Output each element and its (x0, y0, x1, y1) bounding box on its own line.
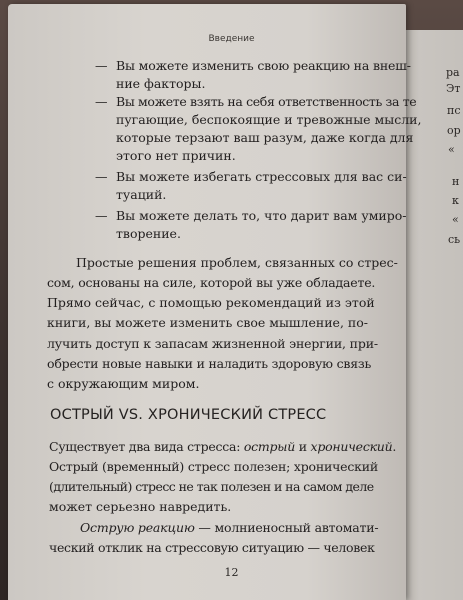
bullet-dash: — (95, 58, 108, 73)
paragraph-line (80, 521, 378, 535)
text-fragment: « (448, 143, 455, 156)
bullet-line: туаций. (116, 187, 167, 202)
text-fragment: н (452, 175, 460, 188)
paragraph-line: Острый (временный) стресс полезен; хронический (49, 459, 379, 474)
text-run: . (392, 439, 397, 454)
paragraph-line: ческий отклик на стрессовую ситуацию — человек (49, 540, 375, 555)
emphasis-text: хронический (310, 439, 393, 454)
text-run: — молниеносный автомати- (194, 520, 379, 535)
text-fragment: к (452, 194, 459, 207)
bullet-line: этого нет причин. (116, 148, 236, 163)
bullet-dash: — (95, 169, 108, 184)
text-fragment: ра (446, 66, 460, 79)
bullet-dash: — (95, 94, 108, 109)
text-fragment: пс (447, 104, 461, 117)
bullet-line: творение. (116, 226, 181, 241)
text-fragment: ор (447, 124, 461, 137)
emphasis-text: Острую реакцию (80, 520, 195, 535)
bullet-line: Вы можете избегать стрессовых для вас си- (116, 169, 407, 184)
paragraph-line: может серьезно навредить. (49, 499, 232, 514)
paragraph-line: обрести новые навыки и наладить здоровую связь (47, 356, 372, 371)
paragraph-line (49, 440, 396, 454)
paragraph-line: сом, основаны на силе, которой вы уже обладаете. (47, 275, 376, 290)
text-fragment: сь (448, 233, 461, 246)
emphasis-text: острый (243, 439, 296, 454)
paragraph-line: Прямо сейчас, с помощью рекомендаций из этой (47, 295, 375, 310)
paragraph-line: книги, вы можете изменить свое мышление, по- (47, 315, 368, 330)
bullet-line: ние факторы. (116, 76, 206, 91)
bullet-line: пугающие, беспокоящие и тревожные мысли, (116, 112, 422, 127)
paragraph-line: (длительный) стресс не так полезен и на самом деле (49, 479, 374, 494)
bullet-line: Вы можете делать то, что дарит вам умиро- (116, 208, 407, 223)
bullet-line: которые терзают ваш разум, даже когда для (116, 130, 414, 145)
paragraph-line: лучить доступ к запасам жизненной энергии, при- (47, 336, 378, 351)
bullet-dash: — (95, 208, 108, 223)
running-head: Введение (208, 34, 255, 44)
text-fragment: « (452, 213, 459, 226)
text-run: и (295, 439, 311, 454)
section-heading: ОСТРЫЙ VS. ХРОНИЧЕСКИЙ СТРЕСС (50, 407, 327, 423)
text-fragment: Эт (446, 82, 461, 95)
bullet-line: Вы можете изменить свою реакцию на внеш- (116, 58, 411, 73)
bullet-line: Вы можете взять на себя ответственность за те (116, 94, 417, 109)
page-number: 12 (224, 566, 239, 579)
paragraph-line: с окружающим миром. (47, 376, 200, 391)
paragraph-line: Простые решения проблем, связанных со стрес- (76, 255, 398, 270)
text-run: Существует два вида стресса: (49, 439, 244, 454)
